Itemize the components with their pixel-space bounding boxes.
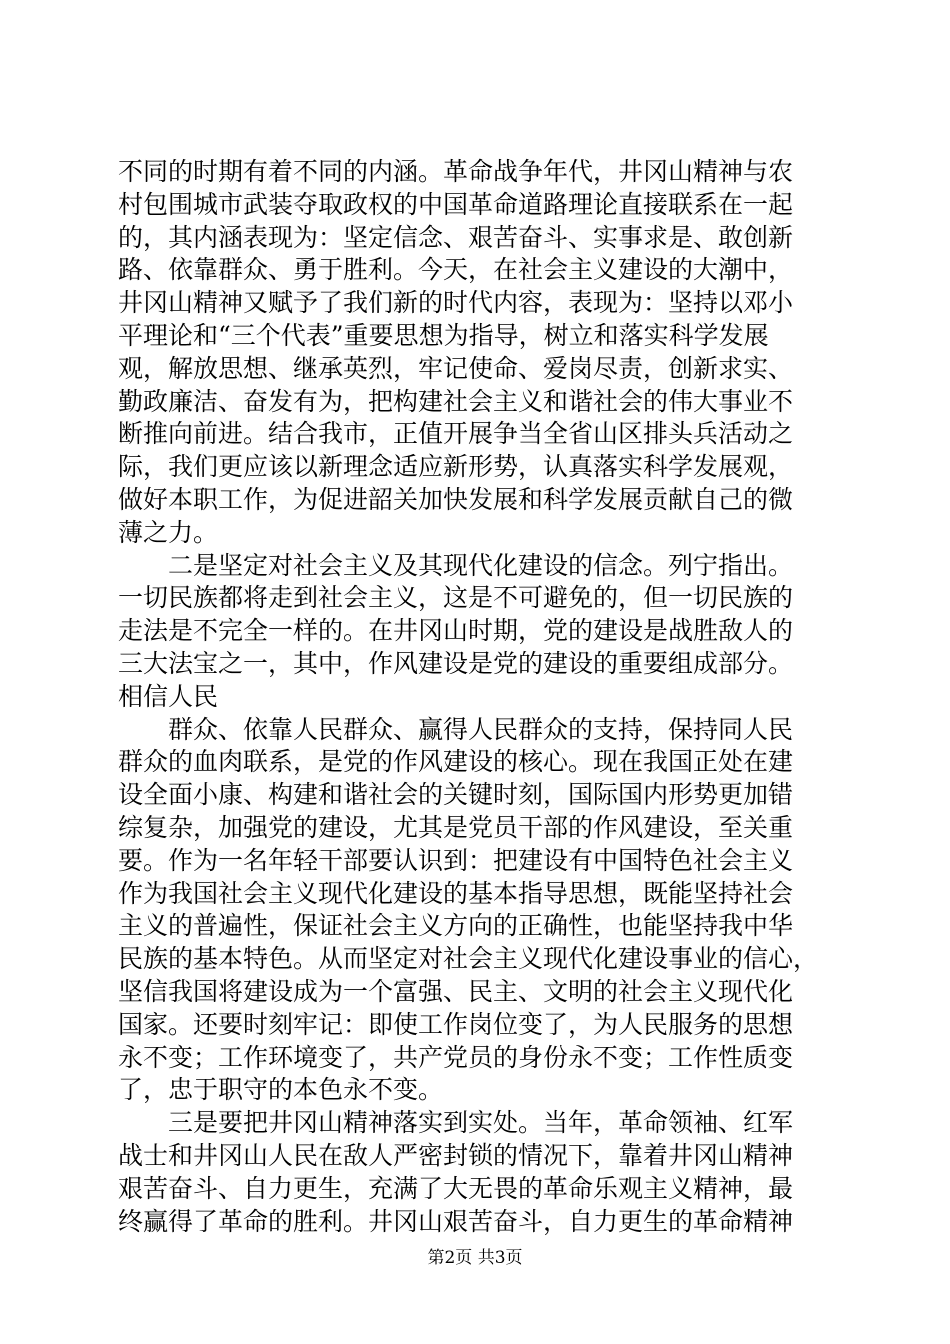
text-line: 村包围城市武装夺取政权的中国革命道路理论直接联系在一起: [118, 189, 794, 219]
text-line: 三大法宝之一，其中，作风建设是党的建设的重要组成部分。: [118, 648, 794, 678]
text-line: 要。作为一名年轻干部要认识到：把建设有中国特色社会主义: [118, 845, 794, 875]
text-line: 民族的基本特色。从而坚定对社会主义现代化建设事业的信心，: [118, 944, 819, 974]
text-line: 井冈山精神又赋予了我们新的时代内容，表现为：坚持以邓小: [118, 288, 794, 318]
paragraph-start-line: 三是要把井冈山精神落实到实处。当年，革命领袖、红军: [168, 1108, 794, 1138]
text-line: 走法是不完全一样的。在井冈山时期，党的建设是战胜敌人的: [118, 616, 794, 646]
text-line: 了，忠于职守的本色永不变。: [118, 1075, 444, 1105]
page-number: 第2页 共3页: [427, 1248, 523, 1268]
text-line: 勤政廉洁、奋发有为，把构建社会主义和谐社会的伟大事业不: [118, 386, 794, 416]
text-line: 不同的时期有着不同的内涵。革命战争年代，井冈山精神与农: [118, 157, 794, 186]
text-line: 路、依靠群众、勇于胜利。今天，在社会主义建设的大潮中，: [118, 255, 794, 285]
text-line: 终赢得了革命的胜利。井冈山艰苦奋斗，自力更生的革命精神: [118, 1206, 794, 1236]
text-line: 际，我们更应该以新理念适应新形势，认真落实科学发展观，: [118, 452, 794, 482]
text-line: 做好本职工作，为促进韶关加快发展和科学发展贡献自己的微: [118, 484, 794, 514]
text-line: 群众的血肉联系，是党的作风建设的核心。现在我国正处在建: [118, 747, 794, 777]
text-line: 薄之力。: [118, 517, 219, 547]
paragraph-start-line: 二是坚定对社会主义及其现代化建设的信念。列宁指出。: [168, 550, 794, 580]
page-footer: [0, 1243, 950, 1268]
text-line: 设全面小康、构建和谐社会的关键时刻，国际国内形势更加错: [118, 780, 794, 810]
text-line: 观，解放思想、继承英烈，牢记使命、爱岗尽责，创新求实、: [118, 353, 794, 383]
text-line: 主义的普遍性，保证社会主义方向的正确性，也能坚持我中华: [118, 911, 794, 941]
text-line: 战士和井冈山人民在敌人严密封锁的情况下，靠着井冈山精神: [118, 1140, 794, 1170]
body-text: [118, 156, 838, 1238]
text-line: 平理论和“三个代表”重要思想为指导，树立和落实科学发展: [118, 320, 769, 350]
text-line: 的，其内涵表现为：坚定信念、艰苦奋斗、实事求是、敢创新: [118, 222, 794, 252]
text-line: 坚信我国将建设成为一个富强、民主、文明的社会主义现代化: [118, 976, 794, 1006]
paragraph-start-line: 群众、依靠人民群众、赢得人民群众的支持，保持同人民: [168, 714, 794, 744]
text-line: 艰苦奋斗、自力更生，充满了大无畏的革命乐观主义精神，最: [118, 1173, 794, 1203]
text-line: 断推向前进。结合我市，正值开展争当全省山区排头兵活动之: [118, 419, 794, 449]
text-line: 相信人民: [118, 681, 219, 711]
text-line: 作为我国社会主义现代化建设的基本指导思想，既能坚持社会: [118, 878, 794, 908]
text-line: 综复杂，加强党的建设，尤其是党员干部的作风建设，至关重: [118, 812, 794, 842]
text-line: 国家。还要时刻牢记：即使工作岗位变了，为人民服务的思想: [118, 1009, 794, 1039]
text-line: 永不变；工作环境变了，共产党员的身份永不变；工作性质变: [118, 1042, 794, 1072]
text-line: 一切民族都将走到社会主义，这是不可避免的，但一切民族的: [118, 583, 794, 613]
